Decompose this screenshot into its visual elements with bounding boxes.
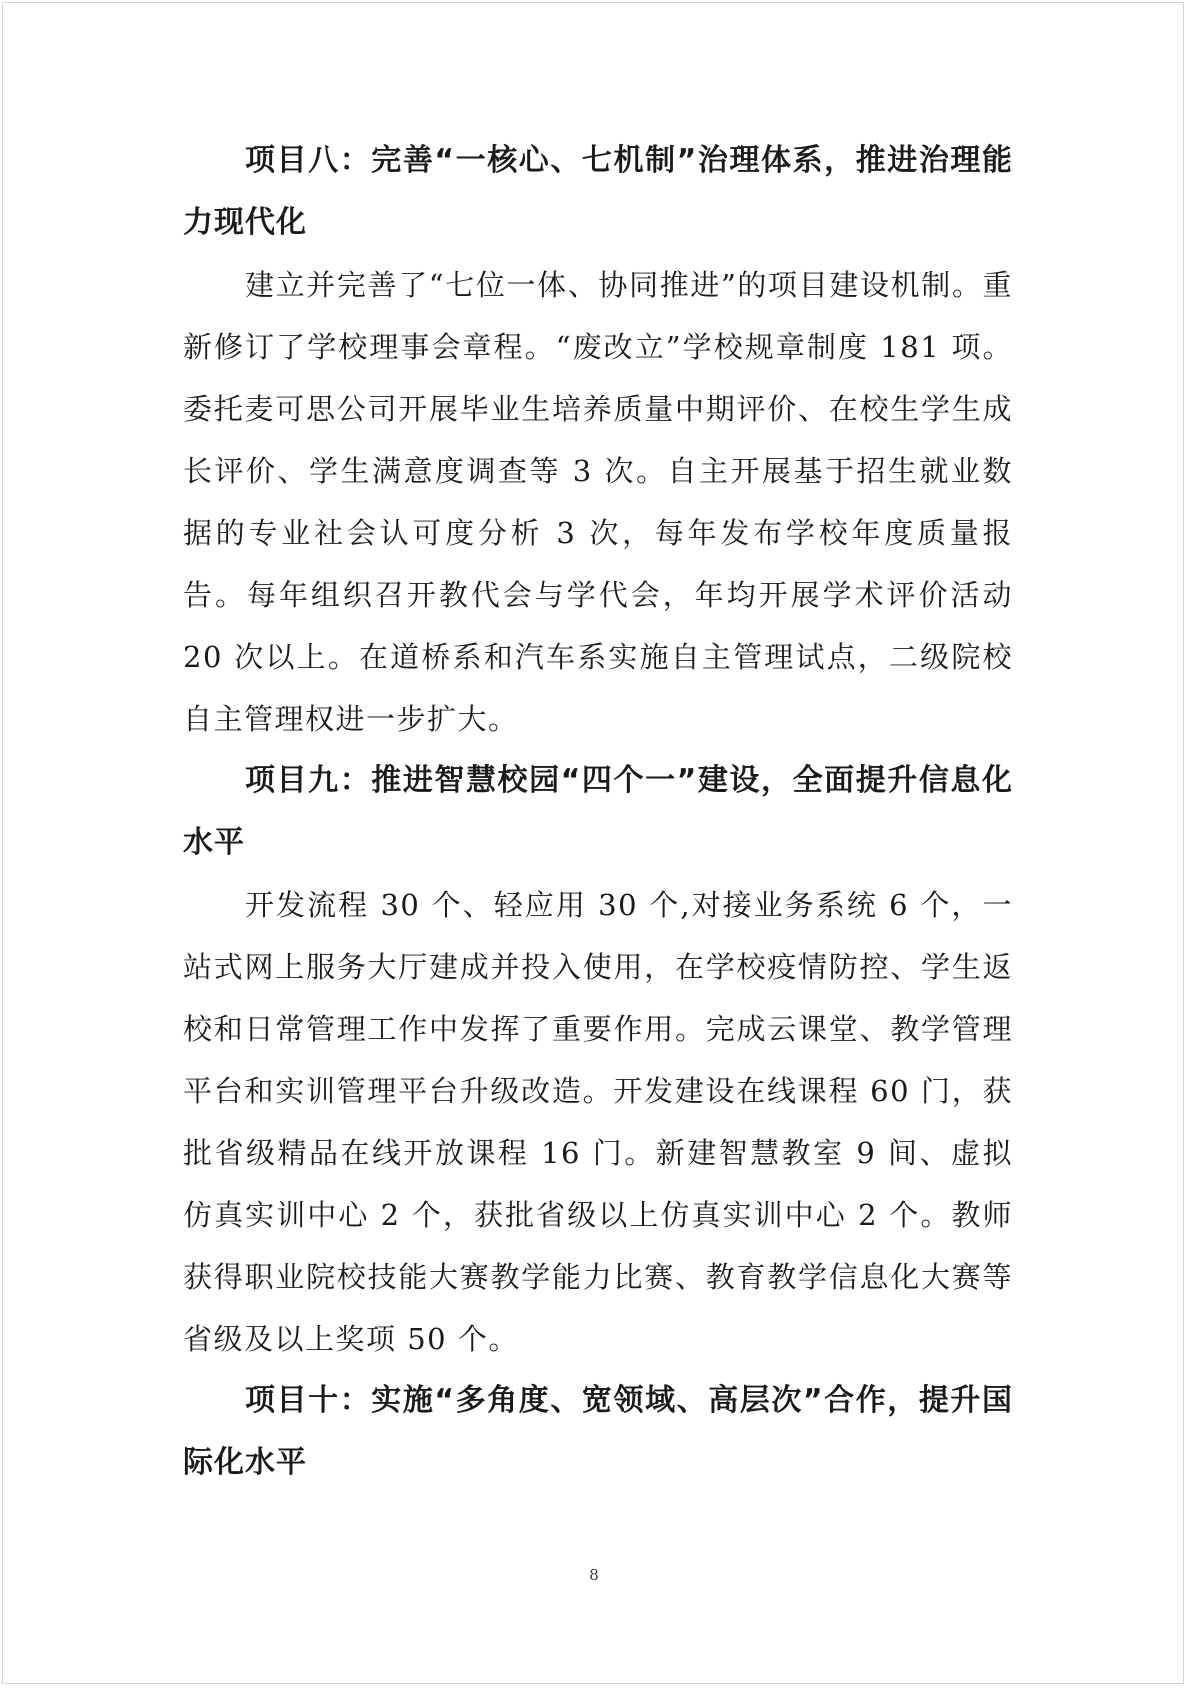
section-body-8: 建立并完善了“七位一体、协同推进”的项目建设机制。重新修订了学校理事会章程。“废改立”学校规章制度 181 项。委托麦可思公司开展毕业生培养质量中期评价、在校生学生成长评价、学生满意度调查等 3 次。自主开展基于招生就业数据的专业社会认可度分析 3 次，每年发布学校年度质量报告。每年组织召开教代会与学代会，年均开展学术评价活动 20 次以上。在道桥系和汽车系实施自主管理试点，二级院校自主管理权进一步扩大。	[183, 268, 1013, 736]
section-body-9: 开发流程 30 个、轻应用 30 个,对接业务系统 6 个，一站式网上服务大厅建成并投入使用，在学校疫情防控、学生返校和日常管理工作中发挥了重要作用。完成云课堂、教学管理平台和实训管理平台升级改造。开发建设在线课程 60 门，获批省级精品在线开放课程 16 门。新建智慧教室 9 间、虚拟仿真实训中心 2 个，获批省级以上仿真实训中心 2 个。教师获得职业院校技能大赛教学能力比赛、教育教学信息化大赛等省级及以上奖项 50 个。	[183, 888, 1013, 1356]
section-heading-9: 项目九：推进智慧校园“四个一”建设，全面提升信息化水平	[183, 763, 1013, 860]
section-heading-8: 项目八：完善“一核心、七机制”治理体系，推进治理能力现代化	[183, 143, 1013, 240]
section-heading-10: 项目十：实施“多角度、宽领域、高层次”合作，提升国际化水平	[183, 1383, 1013, 1480]
page-content	[183, 130, 1013, 1494]
page-number: 8	[589, 1566, 599, 1584]
